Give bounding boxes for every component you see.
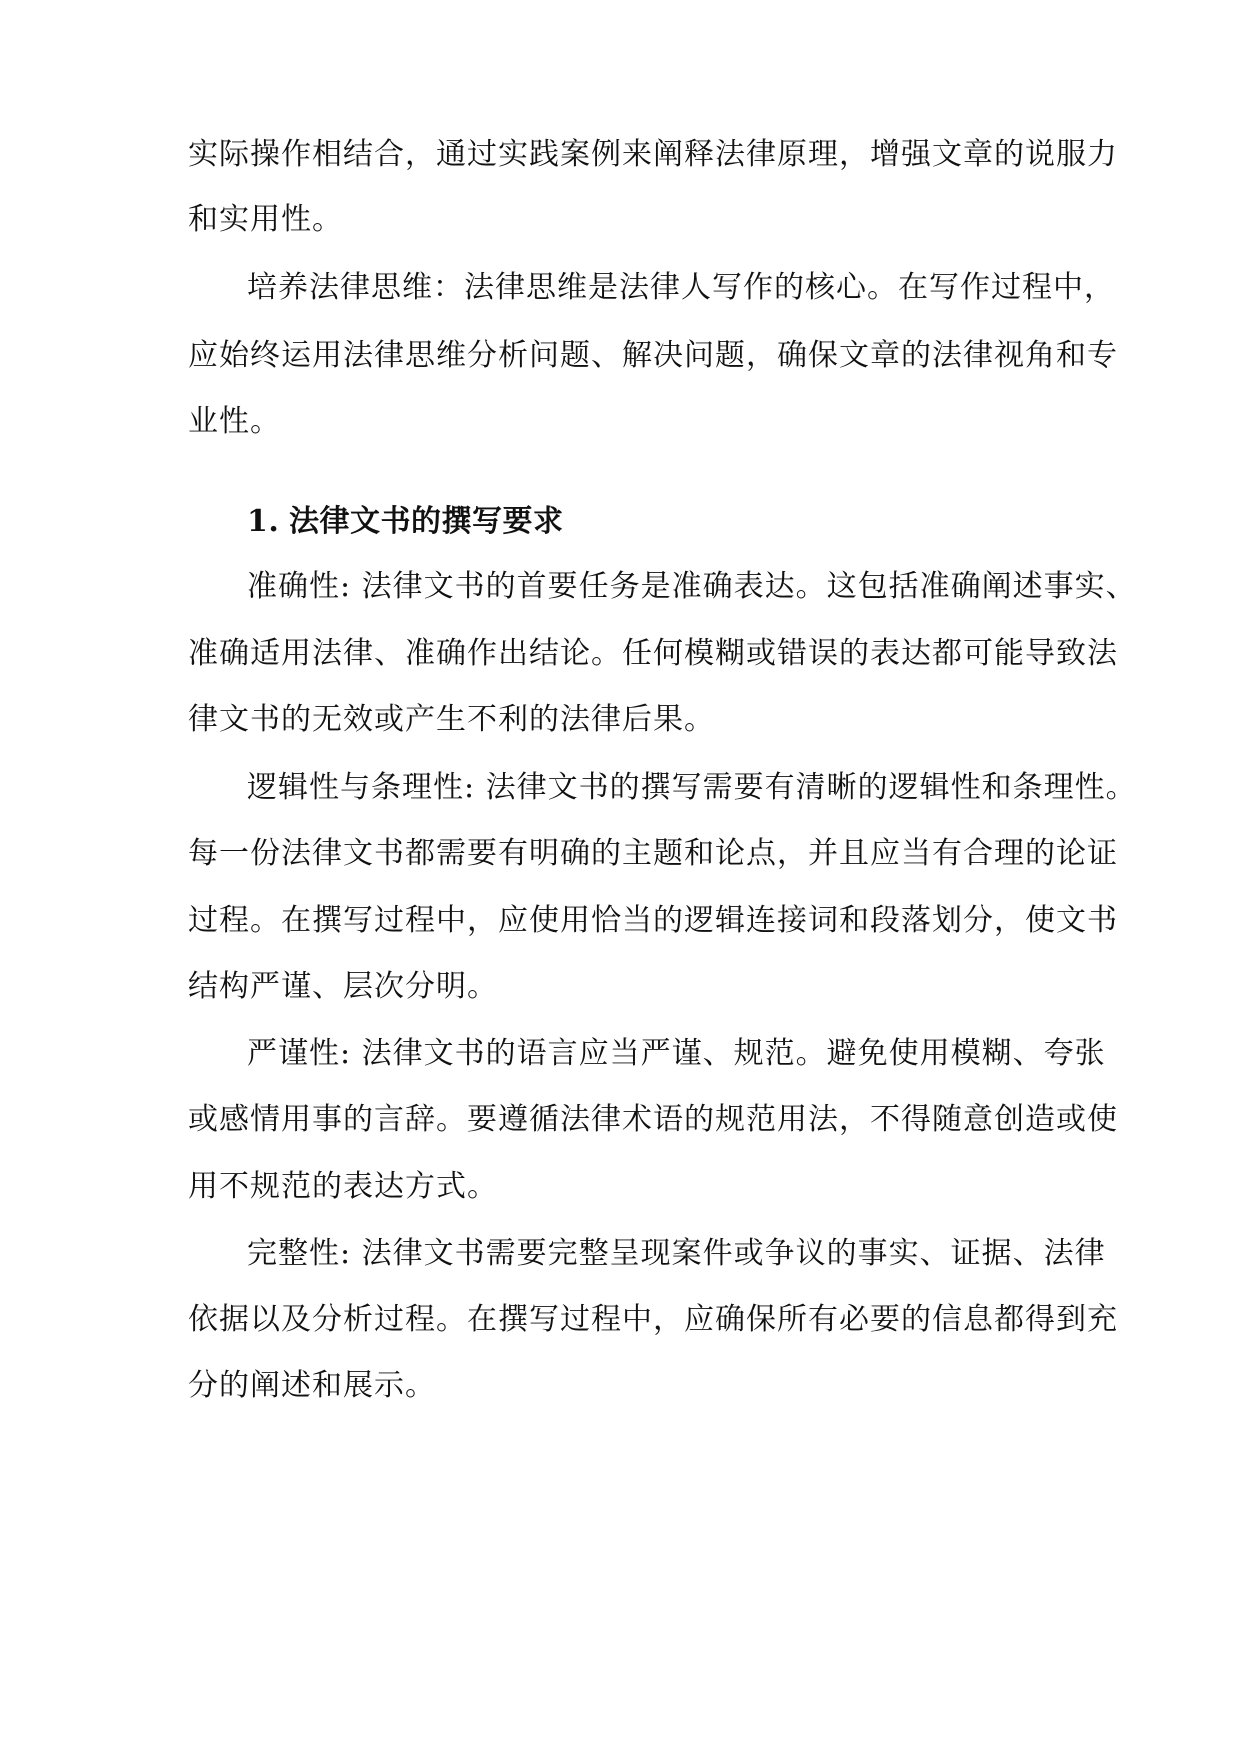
paragraph-line: 实际操作相结合，通过实践案例来阐释法律原理，增强文章的说服力 (188, 137, 1118, 172)
section-title: 法律文书的撰写要求 (289, 504, 564, 539)
paragraph-line: 准确适用法律、准确作出结论。任何模糊或错误的表达都可能导致法 (188, 636, 1118, 671)
paragraph-line: 应始终运用法律思维分析问题、解决问题，确保文章的法律视角和专 (188, 338, 1118, 373)
paragraph-line: 和实用性。 (188, 202, 343, 237)
paragraph-line: 业性。 (188, 404, 281, 439)
paragraph-line: 培养法律思维：法律思维是法律人写作的核心。在写作过程中， (247, 270, 1115, 305)
paragraph-line: 分的阐述和展示。 (188, 1368, 436, 1403)
paragraph-line: 逻辑性与条理性: 法律文书的撰写需要有清晰的逻辑性和条理性。 (247, 770, 1137, 805)
section-heading (247, 502, 1117, 542)
paragraph-line: 律文书的无效或产生不利的法律后果。 (188, 702, 715, 737)
paragraph-line: 依据以及分析过程。在撰写过程中，应确保所有必要的信息都得到充 (188, 1302, 1118, 1337)
paragraph-line: 用不规范的表达方式。 (188, 1169, 498, 1204)
paragraph-line: 严谨性: 法律文书的语言应当严谨、规范。避免使用模糊、夸张 (247, 1036, 1106, 1071)
paragraph-line: 过程。在撰写过程中，应使用恰当的逻辑连接词和段落划分，使文书 (188, 903, 1118, 938)
paragraph-line: 结构严谨、层次分明。 (188, 969, 498, 1004)
paragraph-line: 每一份法律文书都需要有明确的主题和论点，并且应当有合理的论证 (188, 836, 1118, 871)
section-number: 1. (247, 504, 280, 539)
paragraph-line: 完整性: 法律文书需要完整呈现案件或争议的事实、证据、法律 (247, 1236, 1106, 1271)
paragraph-line: 准确性: 法律文书的首要任务是准确表达。这包括准确阐述事实、 (247, 569, 1137, 604)
paragraph-line: 或感情用事的言辞。要遵循法律术语的规范用法，不得随意创造或使 (188, 1102, 1118, 1137)
